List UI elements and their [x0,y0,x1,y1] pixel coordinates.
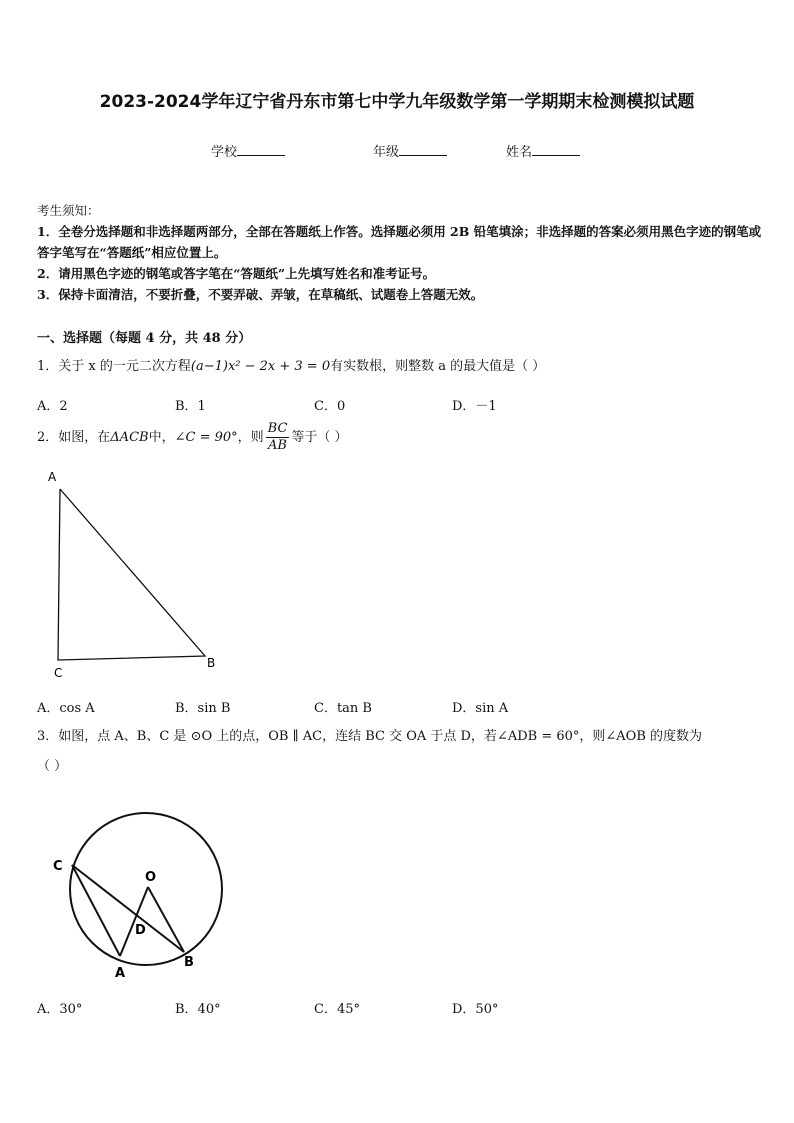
question-text: 有实数根，则整数 a 的最大值是（ ） [330,359,546,374]
notice-item: 1．全卷分选择题和非选择题两部分，全部在答题纸上作答。选择题必须用 2B 铅笔填涂；非选择题的答案必须用黑色字迹的钢笔或答字笔写在“答题纸”相应位置上。 [37,224,762,260]
question-number: 1． [37,359,59,374]
triangle-outline [58,489,205,660]
question-text: 如图，点 A、B、C 是 ⊙O 上的点，OB ∥ AC，连结 BC 交 OA 于点 D，若∠ADB = 60°，则∠AOB 的度数为 [58,729,703,744]
school-blank[interactable] [237,143,285,156]
question-text: 等于（ ） [291,430,348,445]
name-field [506,141,580,160]
question-text: 中， [148,430,175,445]
segment-ca [72,865,120,956]
segment-ob [148,887,184,952]
question-text: ，则 [237,430,264,445]
option-b[interactable]: B．sin B [175,701,231,716]
grade-field [373,141,447,160]
school-field [211,141,285,160]
option-a[interactable]: A．cos A [37,701,95,716]
vertex-label-b: B [207,656,216,670]
fraction-denominator: AB [268,438,287,453]
circle-figure [45,805,235,985]
name-blank[interactable] [532,143,580,156]
option-b[interactable]: B．40° [175,1002,221,1017]
point-label-c: C [53,859,63,874]
grade-label: 年级 [373,145,400,160]
fraction [266,421,290,454]
question-number: 3． [37,729,59,744]
question-2 [37,421,348,454]
option-c[interactable]: C．0 [314,399,346,414]
question-number: 2． [37,430,59,445]
vertex-label-a: A [48,470,57,484]
angle-expression: ∠C = 90° [174,430,238,445]
option-c[interactable]: C．tan B [314,701,372,716]
triangle-name: ΔACB [110,430,149,445]
option-b[interactable]: B．1 [175,399,206,414]
notice-heading: 考生须知： [37,203,100,218]
grade-blank[interactable] [399,143,447,156]
option-d[interactable]: D．sin A [452,701,509,716]
notice-block [37,200,762,305]
option-c[interactable]: C．45° [314,1002,360,1017]
circle-o [70,813,222,965]
school-label: 学校 [211,145,238,160]
option-d[interactable]: D．50° [452,1002,499,1017]
fraction-numerator: BC [267,421,288,436]
point-label-a: A [115,966,126,981]
section-title: 一、选择题（每题 4 分，共 48 分） [37,331,252,346]
question-text: 如图，在 [58,430,111,445]
option-d[interactable]: D．－1 [452,399,497,414]
triangle-figure [40,466,230,686]
question-1 [37,357,545,377]
question-3 [37,727,762,747]
point-label-d: D [135,923,146,938]
option-a[interactable]: A．2 [37,399,68,414]
option-a[interactable]: A．30° [37,1002,83,1017]
question-3-paren: （ ） [37,759,68,774]
vertex-label-c: C [54,666,63,680]
point-label-b: B [184,955,194,970]
notice-item: 3．保持卡面清洁，不要折叠，不要弄破、弄皱，在草稿纸、试题卷上答题无效。 [37,287,484,302]
point-label-o: O [145,870,157,885]
exam-title: 2023-2024学年辽宁省丹东市第七中学九年级数学第一学期期末检测模拟试题 [99,92,695,112]
question-text: 关于 x 的一元二次方程 [58,359,191,374]
notice-item: 2．请用黑色字迹的钢笔或答字笔在“答题纸”上先填写姓名和准考证号。 [37,266,436,281]
equation: (a−1)x² − 2x + 3 = 0 [190,359,331,374]
name-label: 姓名 [506,145,533,160]
